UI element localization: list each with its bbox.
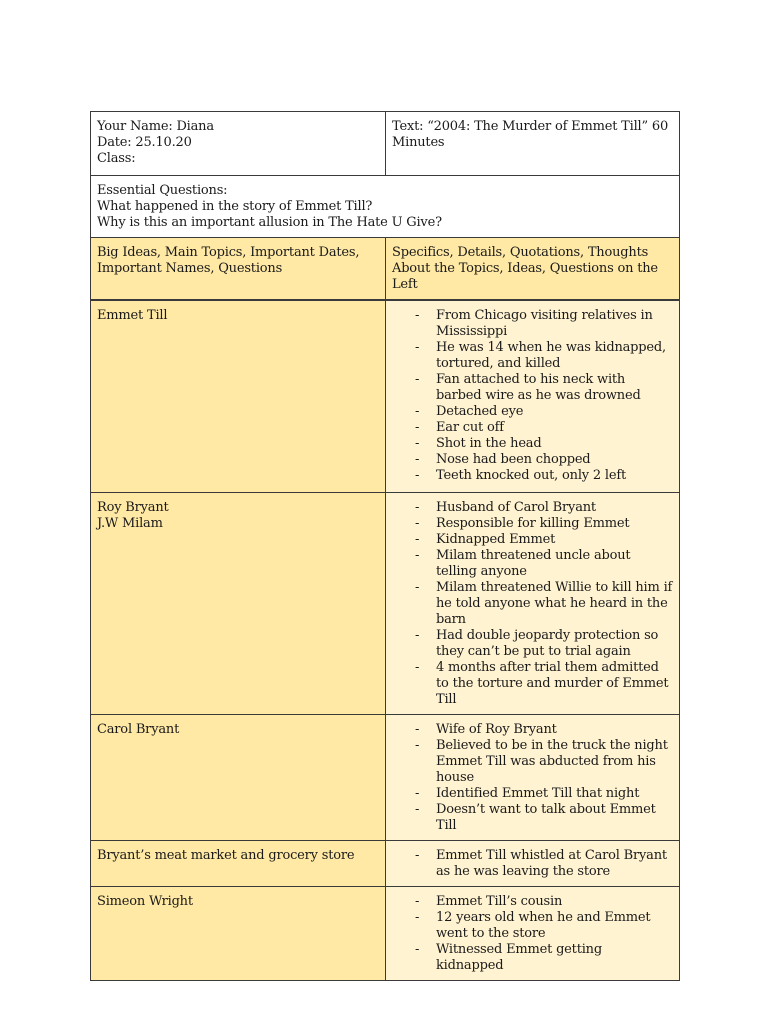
- essential-question-2: Why is this an important allusion in The Hate U Give?: [97, 215, 442, 230]
- topic-label: Simeon Wright: [97, 894, 193, 909]
- topic-label: Emmet Till: [97, 308, 168, 323]
- table-row: [91, 300, 680, 493]
- detail-item: - 12 years old when he and Emmet went to the store: [392, 910, 673, 942]
- text-field: Text: “2004: The Murder of Emmet Till” 60 Minutes: [392, 119, 669, 150]
- detail-item: - Ear cut off: [392, 420, 673, 436]
- detail-item: - Teeth knocked out, only 2 left: [392, 468, 673, 484]
- detail-item: - Detached eye: [392, 404, 673, 420]
- detail-item: - Emmet Till’s cousin: [392, 894, 673, 910]
- detail-item: - Fan attached to his neck with barbed wire as he was drowned: [392, 372, 673, 404]
- student-info-cell: [91, 112, 386, 176]
- details-cell: [386, 841, 680, 887]
- left-column-header: Big Ideas, Main Topics, Important Dates, Important Names, Questions: [91, 238, 386, 301]
- essential-questions-cell: [91, 176, 680, 238]
- notes-rows: [91, 300, 680, 981]
- detail-item: - Shot in the head: [392, 436, 673, 452]
- details-cell: [386, 300, 680, 493]
- detail-item: - Wife of Roy Bryant: [392, 722, 673, 738]
- detail-item: - Nose had been chopped: [392, 452, 673, 468]
- detail-item: - Emmet Till whistled at Carol Bryant as he was leaving the store: [392, 848, 673, 880]
- table-row: [91, 841, 680, 887]
- topic-label: J.W Milam: [97, 516, 163, 531]
- detail-item: - Witnessed Emmet getting kidnapped: [392, 942, 673, 974]
- topic-cell: [91, 493, 386, 715]
- detail-item: - Believed to be in the truck the night Emmet Till was abducted from his house: [392, 738, 673, 786]
- detail-item: - From Chicago visiting relatives in Mississippi: [392, 308, 673, 340]
- detail-item: - Husband of Carol Bryant: [392, 500, 673, 516]
- detail-item: - Milam threatened Willie to kill him if he told anyone what he heard in the barn: [392, 580, 673, 628]
- essential-questions-heading: Essential Questions:: [97, 183, 228, 198]
- class-field: Class:: [97, 151, 136, 166]
- detail-list: [392, 500, 673, 708]
- essential-questions-row: [91, 176, 680, 238]
- column-header-row: [91, 238, 680, 301]
- detail-list: [392, 848, 673, 880]
- detail-item: - Had double jeopardy protection so they can’t be put to trial again: [392, 628, 673, 660]
- detail-item: - He was 14 when he was kidnapped, tortured, and killed: [392, 340, 673, 372]
- notes-table: [90, 111, 680, 981]
- detail-item: - Kidnapped Emmet: [392, 532, 673, 548]
- topic-cell: [91, 300, 386, 493]
- detail-item: - 4 months after trial them admitted to the torture and murder of Emmet Till: [392, 660, 673, 708]
- table-row: [91, 715, 680, 841]
- detail-list: [392, 308, 673, 484]
- topic-cell: [91, 841, 386, 887]
- details-cell: [386, 493, 680, 715]
- name-field: Your Name: Diana: [97, 119, 214, 134]
- detail-item: - Identified Emmet Till that night: [392, 786, 673, 802]
- detail-item: - Doesn’t want to talk about Emmet Till: [392, 802, 673, 834]
- topic-cell: [91, 715, 386, 841]
- details-cell: [386, 715, 680, 841]
- detail-list: [392, 722, 673, 834]
- topic-cell: [91, 887, 386, 981]
- topic-label: Roy Bryant: [97, 500, 169, 515]
- detail-item: - Responsible for killing Emmet: [392, 516, 673, 532]
- topic-label: Carol Bryant: [97, 722, 180, 737]
- details-cell: [386, 887, 680, 981]
- detail-item: - Milam threatened uncle about telling anyone: [392, 548, 673, 580]
- right-column-header: Specifics, Details, Quotations, Thoughts About the Topics, Ideas, Questions on the Left: [386, 238, 680, 301]
- text-info-cell: [386, 112, 680, 176]
- topic-label: Bryant’s meat market and grocery store: [97, 848, 355, 863]
- info-row: [91, 112, 680, 176]
- date-field: Date: 25.10.20: [97, 135, 192, 150]
- table-row: [91, 493, 680, 715]
- table-row: [91, 887, 680, 981]
- essential-question-1: What happened in the story of Emmet Till?: [97, 199, 373, 214]
- detail-list: [392, 894, 673, 974]
